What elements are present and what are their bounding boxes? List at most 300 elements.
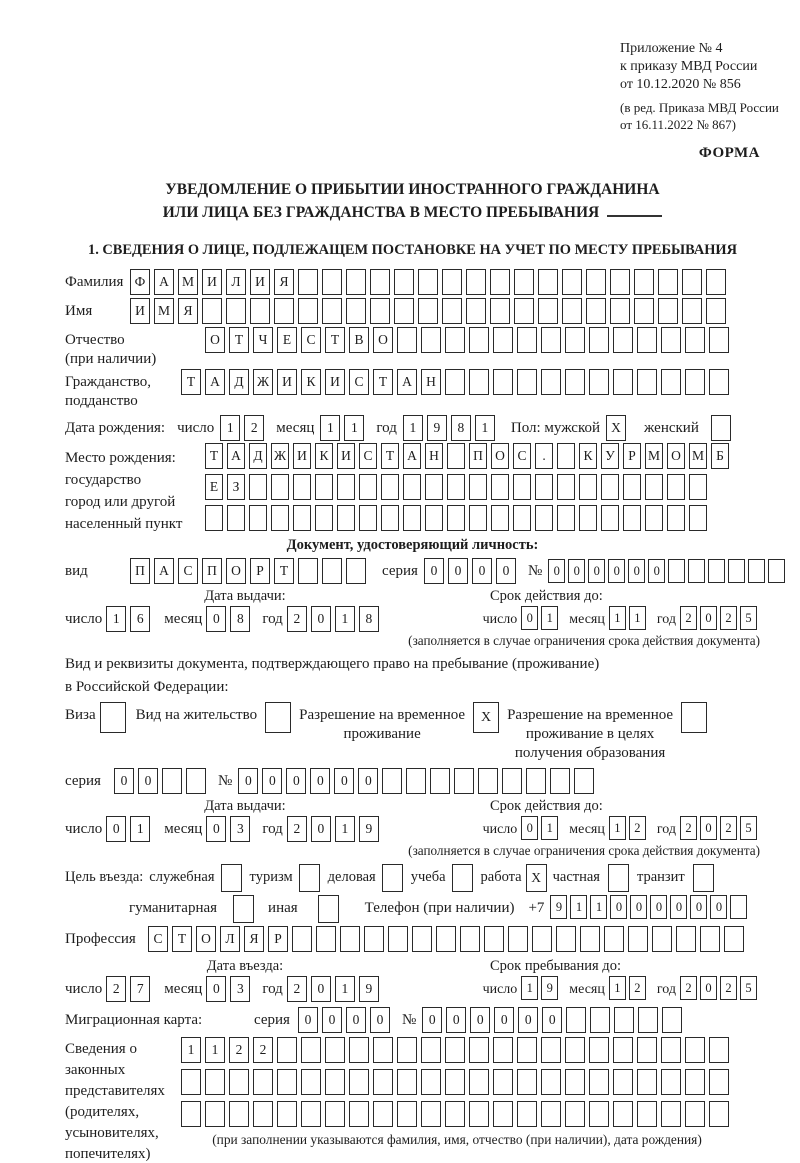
char-box-empty xyxy=(337,474,355,500)
char-box-filled: С xyxy=(178,558,198,584)
char-box-filled: 0 xyxy=(700,976,717,1000)
char-box-filled: 0 xyxy=(700,816,717,840)
entry-month-boxes xyxy=(206,976,254,1002)
char-box-filled: Д xyxy=(229,369,249,395)
patronymic-boxes xyxy=(205,327,733,353)
permit-issue-date-header: Дата выдачи: xyxy=(204,798,286,814)
char-box-filled: 0 xyxy=(548,559,565,583)
purpose-humanitarian-label: гуманитарная xyxy=(129,900,218,916)
stay-year-label: год xyxy=(656,982,676,997)
char-box-empty xyxy=(205,505,223,531)
char-box-empty xyxy=(425,474,443,500)
char-box-empty xyxy=(689,505,707,531)
char-box-filled: О xyxy=(373,327,393,353)
representatives-note: (при заполнении указываются фамилия, имя, отчество (при наличии), дата рождения) xyxy=(212,1132,702,1147)
doc-valid-day-boxes xyxy=(521,606,561,630)
char-box-empty xyxy=(442,298,462,324)
char-box-empty xyxy=(349,1101,369,1127)
char-box-filled: 2 xyxy=(287,976,307,1002)
char-box-empty xyxy=(299,864,320,892)
purpose-study-checkbox xyxy=(452,864,473,892)
char-box-empty xyxy=(514,298,534,324)
char-box-empty xyxy=(730,895,747,919)
char-box-filled: А xyxy=(397,369,417,395)
char-box-empty xyxy=(661,1037,681,1063)
char-box-filled: Л xyxy=(220,926,240,952)
char-box-filled: 2 xyxy=(253,1037,273,1063)
char-box-empty xyxy=(541,369,561,395)
char-box-empty xyxy=(613,327,633,353)
char-box-empty xyxy=(579,474,597,500)
surname-row xyxy=(65,269,760,295)
char-box-filled: 5 xyxy=(740,606,757,630)
char-box-filled: М xyxy=(689,443,707,469)
char-box-filled: Р xyxy=(268,926,288,952)
char-box-filled: 2 xyxy=(629,976,646,1000)
permit-valid-day-label: число xyxy=(482,822,518,837)
permit-number-label: № xyxy=(218,773,233,789)
stay-until-group xyxy=(483,976,760,1000)
char-box-filled: 1 xyxy=(541,606,558,630)
char-box-filled: В xyxy=(349,327,369,353)
char-box-empty xyxy=(601,505,619,531)
char-box-empty xyxy=(301,1101,321,1127)
char-box-empty xyxy=(359,505,377,531)
char-box-filled: . xyxy=(535,443,553,469)
citizenship-label-l2: подданство xyxy=(65,393,138,409)
char-box-empty xyxy=(493,327,513,353)
stay-month-boxes xyxy=(609,976,649,1000)
char-box-empty xyxy=(100,702,126,733)
char-box-filled: 1 xyxy=(521,976,538,1000)
char-box-filled: 0 xyxy=(238,768,258,794)
stay-day-boxes xyxy=(521,976,561,1000)
char-box-empty xyxy=(535,474,553,500)
char-box-empty xyxy=(700,926,720,952)
char-box-empty xyxy=(685,369,705,395)
purpose-business-label: деловая xyxy=(327,869,376,885)
char-box-empty xyxy=(394,298,414,324)
char-box-empty xyxy=(469,474,487,500)
purpose-private-label: частная xyxy=(552,869,600,885)
char-box-filled: 1 xyxy=(609,606,626,630)
char-box-filled: О xyxy=(667,443,685,469)
char-box-empty xyxy=(517,1069,537,1095)
char-box-empty xyxy=(484,926,504,952)
char-box-filled: 9 xyxy=(359,816,379,842)
stay-month-label: месяц xyxy=(569,982,605,997)
char-box-filled: 1 xyxy=(570,895,587,919)
char-box-filled: С xyxy=(513,443,531,469)
char-box-filled: 0 xyxy=(588,559,605,583)
patronymic-label-l2: (при наличии) xyxy=(65,351,157,367)
char-box-empty xyxy=(689,474,707,500)
char-box-empty xyxy=(557,474,575,500)
char-box-filled: 0 xyxy=(542,1007,562,1033)
char-box-empty xyxy=(623,505,641,531)
permit-issue-month-boxes xyxy=(206,816,254,842)
char-box-empty xyxy=(637,369,657,395)
residence-permit-label: Вид на жительство xyxy=(135,707,258,723)
identity-doc-heading: Документ, удостоверяющий личность: xyxy=(286,537,539,553)
char-box-empty xyxy=(532,926,552,952)
char-box-empty xyxy=(349,1069,369,1095)
char-box-empty xyxy=(604,926,624,952)
char-box-filled: 2 xyxy=(106,976,126,1002)
char-box-empty xyxy=(277,1037,297,1063)
char-box-empty xyxy=(478,768,498,794)
char-box-filled: 1 xyxy=(320,415,340,441)
char-box-empty xyxy=(637,327,657,353)
char-box-filled: 8 xyxy=(230,606,250,632)
char-box-filled: 1 xyxy=(590,895,607,919)
stay-year-boxes xyxy=(680,976,760,1000)
temp-permit-edu-label-l1: Разрешение на временное xyxy=(507,707,674,723)
char-box-empty xyxy=(550,768,570,794)
char-box-empty xyxy=(637,1037,657,1063)
char-box-empty xyxy=(442,269,462,295)
char-box-empty xyxy=(454,768,474,794)
char-box-empty xyxy=(661,1101,681,1127)
char-box-filled: 0 xyxy=(262,768,282,794)
char-box-filled: 0 xyxy=(206,606,226,632)
surname-label: Фамилия xyxy=(65,274,124,290)
char-box-empty xyxy=(445,369,465,395)
doc-series-boxes xyxy=(424,558,520,584)
birth-month-label: месяц xyxy=(276,420,315,436)
permit-series-boxes xyxy=(114,768,210,794)
char-box-filled: М xyxy=(178,269,198,295)
representatives-label-l2: законных xyxy=(65,1062,126,1078)
doc-valid-until-header: Срок действия до: xyxy=(490,588,603,604)
permit-series-label: серия xyxy=(65,773,101,789)
char-box-empty xyxy=(662,1007,682,1033)
permit-dates-header xyxy=(65,798,760,815)
char-box-filled: З xyxy=(227,474,245,500)
char-box-empty xyxy=(709,327,729,353)
char-box-empty xyxy=(634,269,654,295)
char-box-empty xyxy=(614,1007,634,1033)
char-box-empty xyxy=(293,474,311,500)
char-box-empty xyxy=(325,1101,345,1127)
char-box-filled: 1 xyxy=(475,415,495,441)
name-row xyxy=(65,298,760,324)
form-title-line1: УВЕДОМЛЕНИЕ О ПРИБЫТИИ ИНОСТРАННОГО ГРАЖДАНИНА xyxy=(165,181,660,198)
char-box-empty xyxy=(613,1037,633,1063)
char-box-empty xyxy=(421,1101,441,1127)
char-box-filled: 1 xyxy=(403,415,423,441)
char-box-filled: 0 xyxy=(311,976,331,1002)
char-box-filled: С xyxy=(359,443,377,469)
name-label: Имя xyxy=(65,303,93,319)
char-box-filled: 2 xyxy=(244,415,264,441)
char-box-empty xyxy=(373,1037,393,1063)
char-box-filled: Т xyxy=(381,443,399,469)
entry-year-label: год xyxy=(262,981,283,997)
purpose-humanitarian-checkbox xyxy=(233,895,254,923)
annex-line: Приложение № 4 xyxy=(620,41,723,56)
phone-boxes xyxy=(550,895,750,919)
char-box-empty xyxy=(271,505,289,531)
char-box-empty xyxy=(517,369,537,395)
char-box-empty xyxy=(610,298,630,324)
char-box-empty xyxy=(359,474,377,500)
char-box-empty xyxy=(425,505,443,531)
doc-valid-year-boxes xyxy=(680,606,760,630)
char-box-empty xyxy=(685,1037,705,1063)
char-box-filled: 1 xyxy=(106,606,126,632)
char-box-filled: X xyxy=(606,415,626,441)
char-box-empty xyxy=(325,1069,345,1095)
annex-line: к приказу МВД России xyxy=(620,59,758,74)
char-box-filled: О xyxy=(205,327,225,353)
representatives-boxes-line3 xyxy=(181,1101,733,1127)
residence-doc-type-row xyxy=(65,702,760,763)
char-box-filled: 0 xyxy=(710,895,727,919)
purpose-study-label: учеба xyxy=(410,869,446,885)
char-box-filled: 6 xyxy=(130,606,150,632)
char-box-empty xyxy=(538,269,558,295)
birthplace-label-l4: населенный пункт xyxy=(65,516,183,532)
title-blank-underline xyxy=(607,203,662,217)
birthplace-label-l1: Место рождения: xyxy=(65,450,176,466)
char-box-filled: С xyxy=(349,369,369,395)
birth-year-label: год xyxy=(376,420,397,436)
char-box-empty xyxy=(685,1101,705,1127)
char-box-empty xyxy=(370,269,390,295)
char-box-empty xyxy=(292,926,312,952)
char-box-filled: 2 xyxy=(287,606,307,632)
char-box-empty xyxy=(493,1037,513,1063)
char-box-filled: 0 xyxy=(448,558,468,584)
char-box-filled: 1 xyxy=(541,816,558,840)
purpose-official-label: служебная xyxy=(149,869,215,885)
char-box-empty xyxy=(589,369,609,395)
char-box-empty xyxy=(394,269,414,295)
char-box-filled: Н xyxy=(425,443,443,469)
char-box-filled: 0 xyxy=(608,559,625,583)
char-box-empty xyxy=(445,1101,465,1127)
birthplace-boxes-block xyxy=(205,443,733,531)
char-box-filled: 9 xyxy=(541,976,558,1000)
char-box-empty xyxy=(566,1007,586,1033)
purpose-tourism-label: туризм xyxy=(249,869,293,885)
temp-permit-label-l1: Разрешение на временное xyxy=(299,707,466,723)
char-box-filled: 1 xyxy=(220,415,240,441)
char-box-empty xyxy=(469,1037,489,1063)
temp-permit-label-l2: проживание xyxy=(343,726,421,742)
char-box-empty xyxy=(685,1069,705,1095)
migration-card-row xyxy=(65,1007,760,1033)
char-box-filled: 1 xyxy=(609,816,626,840)
doc-valid-day-label: число xyxy=(482,612,518,627)
permit-issue-year-boxes xyxy=(287,816,383,842)
entry-date-group xyxy=(65,976,483,1002)
doc-issue-group xyxy=(65,606,483,632)
temp-permit-checkbox xyxy=(473,702,499,733)
doc-issue-day-label: число xyxy=(65,611,103,627)
char-box-filled: Б xyxy=(711,443,729,469)
char-box-filled: К xyxy=(579,443,597,469)
char-box-filled: 2 xyxy=(720,816,737,840)
char-box-empty xyxy=(406,768,426,794)
char-box-filled: 0 xyxy=(494,1007,514,1033)
char-box-filled: 0 xyxy=(496,558,516,584)
representatives-boxes-block xyxy=(181,1037,733,1148)
char-box-empty xyxy=(466,298,486,324)
representatives-label xyxy=(65,1037,181,1163)
char-box-empty xyxy=(250,298,270,324)
char-box-filled: О xyxy=(226,558,246,584)
char-box-filled: Я xyxy=(178,298,198,324)
char-box-filled: 0 xyxy=(422,1007,442,1033)
permit-issue-year-label: год xyxy=(262,821,283,837)
char-box-empty xyxy=(513,505,531,531)
char-box-empty xyxy=(382,768,402,794)
char-box-filled: Ж xyxy=(271,443,289,469)
char-box-empty xyxy=(202,298,222,324)
char-box-empty xyxy=(589,1069,609,1095)
char-box-filled: 0 xyxy=(286,768,306,794)
permit-issue-month-label: месяц xyxy=(164,821,203,837)
char-box-filled: 0 xyxy=(311,606,331,632)
char-box-empty xyxy=(613,1101,633,1127)
char-box-empty xyxy=(447,505,465,531)
char-box-empty xyxy=(382,864,403,892)
char-box-empty xyxy=(613,369,633,395)
char-box-filled: 1 xyxy=(629,606,646,630)
char-box-empty xyxy=(565,1037,585,1063)
representatives-boxes-line1 xyxy=(181,1037,733,1063)
char-box-empty xyxy=(469,505,487,531)
representatives-label-l3: представителях xyxy=(65,1083,165,1099)
char-box-empty xyxy=(370,298,390,324)
char-box-empty xyxy=(186,768,206,794)
purpose-work-checkbox xyxy=(526,864,547,892)
phone-label: Телефон (при наличии) xyxy=(364,900,515,916)
permit-valid-until-header: Срок действия до: xyxy=(490,798,603,814)
char-box-filled: Т xyxy=(373,369,393,395)
representatives-label-l4: (родителях, xyxy=(65,1104,140,1120)
char-box-filled: И xyxy=(293,443,311,469)
char-box-filled: 0 xyxy=(298,1007,318,1033)
char-box-empty xyxy=(233,895,254,923)
char-box-empty xyxy=(724,926,744,952)
doc-restriction-note: (заполняется в случае ограничения срока действия документа) xyxy=(408,633,760,648)
char-box-empty xyxy=(436,926,456,952)
char-box-filled: 0 xyxy=(628,559,645,583)
char-box-empty xyxy=(397,327,417,353)
char-box-empty xyxy=(381,474,399,500)
phone-prefix: +7 xyxy=(528,900,545,916)
char-box-filled: 9 xyxy=(550,895,567,919)
permit-issue-day-boxes xyxy=(106,816,154,842)
doc-kind-boxes xyxy=(130,558,370,584)
birthplace-label-l3: город или другой xyxy=(65,494,176,510)
char-box-empty xyxy=(589,1101,609,1127)
char-box-filled: И xyxy=(277,369,297,395)
char-box-empty xyxy=(346,558,366,584)
char-box-empty xyxy=(658,298,678,324)
char-box-filled: А xyxy=(154,269,174,295)
char-box-empty xyxy=(517,1101,537,1127)
char-box-filled: 0 xyxy=(206,976,226,1002)
sex-female-label: женский xyxy=(644,420,699,436)
char-box-filled: М xyxy=(645,443,663,469)
birthplace-boxes-line3 xyxy=(205,505,733,531)
birth-month-boxes xyxy=(320,415,368,441)
char-box-empty xyxy=(447,443,465,469)
char-box-empty xyxy=(340,926,360,952)
char-box-empty xyxy=(661,327,681,353)
char-box-empty xyxy=(590,1007,610,1033)
char-box-filled: 0 xyxy=(648,559,665,583)
char-box-empty xyxy=(493,1101,513,1127)
char-box-empty xyxy=(469,327,489,353)
char-box-empty xyxy=(709,1101,729,1127)
purpose-transit-label: транзит xyxy=(636,869,685,885)
char-box-empty xyxy=(298,269,318,295)
char-box-empty xyxy=(322,298,342,324)
char-box-empty xyxy=(667,474,685,500)
char-box-empty xyxy=(562,298,582,324)
char-box-empty xyxy=(445,1037,465,1063)
char-box-empty xyxy=(708,559,725,583)
char-box-empty xyxy=(748,559,765,583)
char-box-empty xyxy=(447,474,465,500)
char-box-filled: П xyxy=(469,443,487,469)
permit-restriction-note: (заполняется в случае ограничения срока действия документа) xyxy=(408,843,760,858)
char-box-empty xyxy=(221,864,242,892)
temp-permit-edu-label xyxy=(507,702,673,763)
char-box-empty xyxy=(322,558,342,584)
char-box-filled: 2 xyxy=(720,976,737,1000)
char-box-empty xyxy=(638,1007,658,1033)
char-box-empty xyxy=(315,505,333,531)
char-box-empty xyxy=(205,1101,225,1127)
char-box-empty xyxy=(517,1037,537,1063)
char-box-filled: X xyxy=(526,864,547,892)
char-box-filled: А xyxy=(205,369,225,395)
residence-permit-checkbox xyxy=(265,702,291,733)
char-box-filled: 2 xyxy=(720,606,737,630)
char-box-empty xyxy=(574,768,594,794)
char-box-empty xyxy=(768,559,785,583)
char-box-filled: 2 xyxy=(680,976,697,1000)
char-box-empty xyxy=(491,505,509,531)
purpose-official-checkbox xyxy=(221,864,242,892)
entry-purpose-label: Цель въезда: xyxy=(65,869,144,885)
char-box-empty xyxy=(421,327,441,353)
char-box-filled: 0 xyxy=(690,895,707,919)
doc-dates-header xyxy=(65,588,760,605)
char-box-empty xyxy=(227,505,245,531)
migration-series-label: серия xyxy=(254,1012,290,1028)
char-box-filled: 1 xyxy=(335,816,355,842)
char-box-empty xyxy=(709,1037,729,1063)
char-box-empty xyxy=(711,415,731,441)
char-box-empty xyxy=(613,1069,633,1095)
char-box-empty xyxy=(397,1069,417,1095)
char-box-filled: К xyxy=(315,443,333,469)
char-box-filled: 0 xyxy=(206,816,226,842)
sex-female-checkbox xyxy=(711,415,735,441)
char-box-empty xyxy=(728,559,745,583)
birthplace-row xyxy=(65,443,760,535)
permit-number-boxes xyxy=(238,768,598,794)
purpose-other-checkbox xyxy=(318,895,339,923)
char-box-filled: П xyxy=(202,558,222,584)
